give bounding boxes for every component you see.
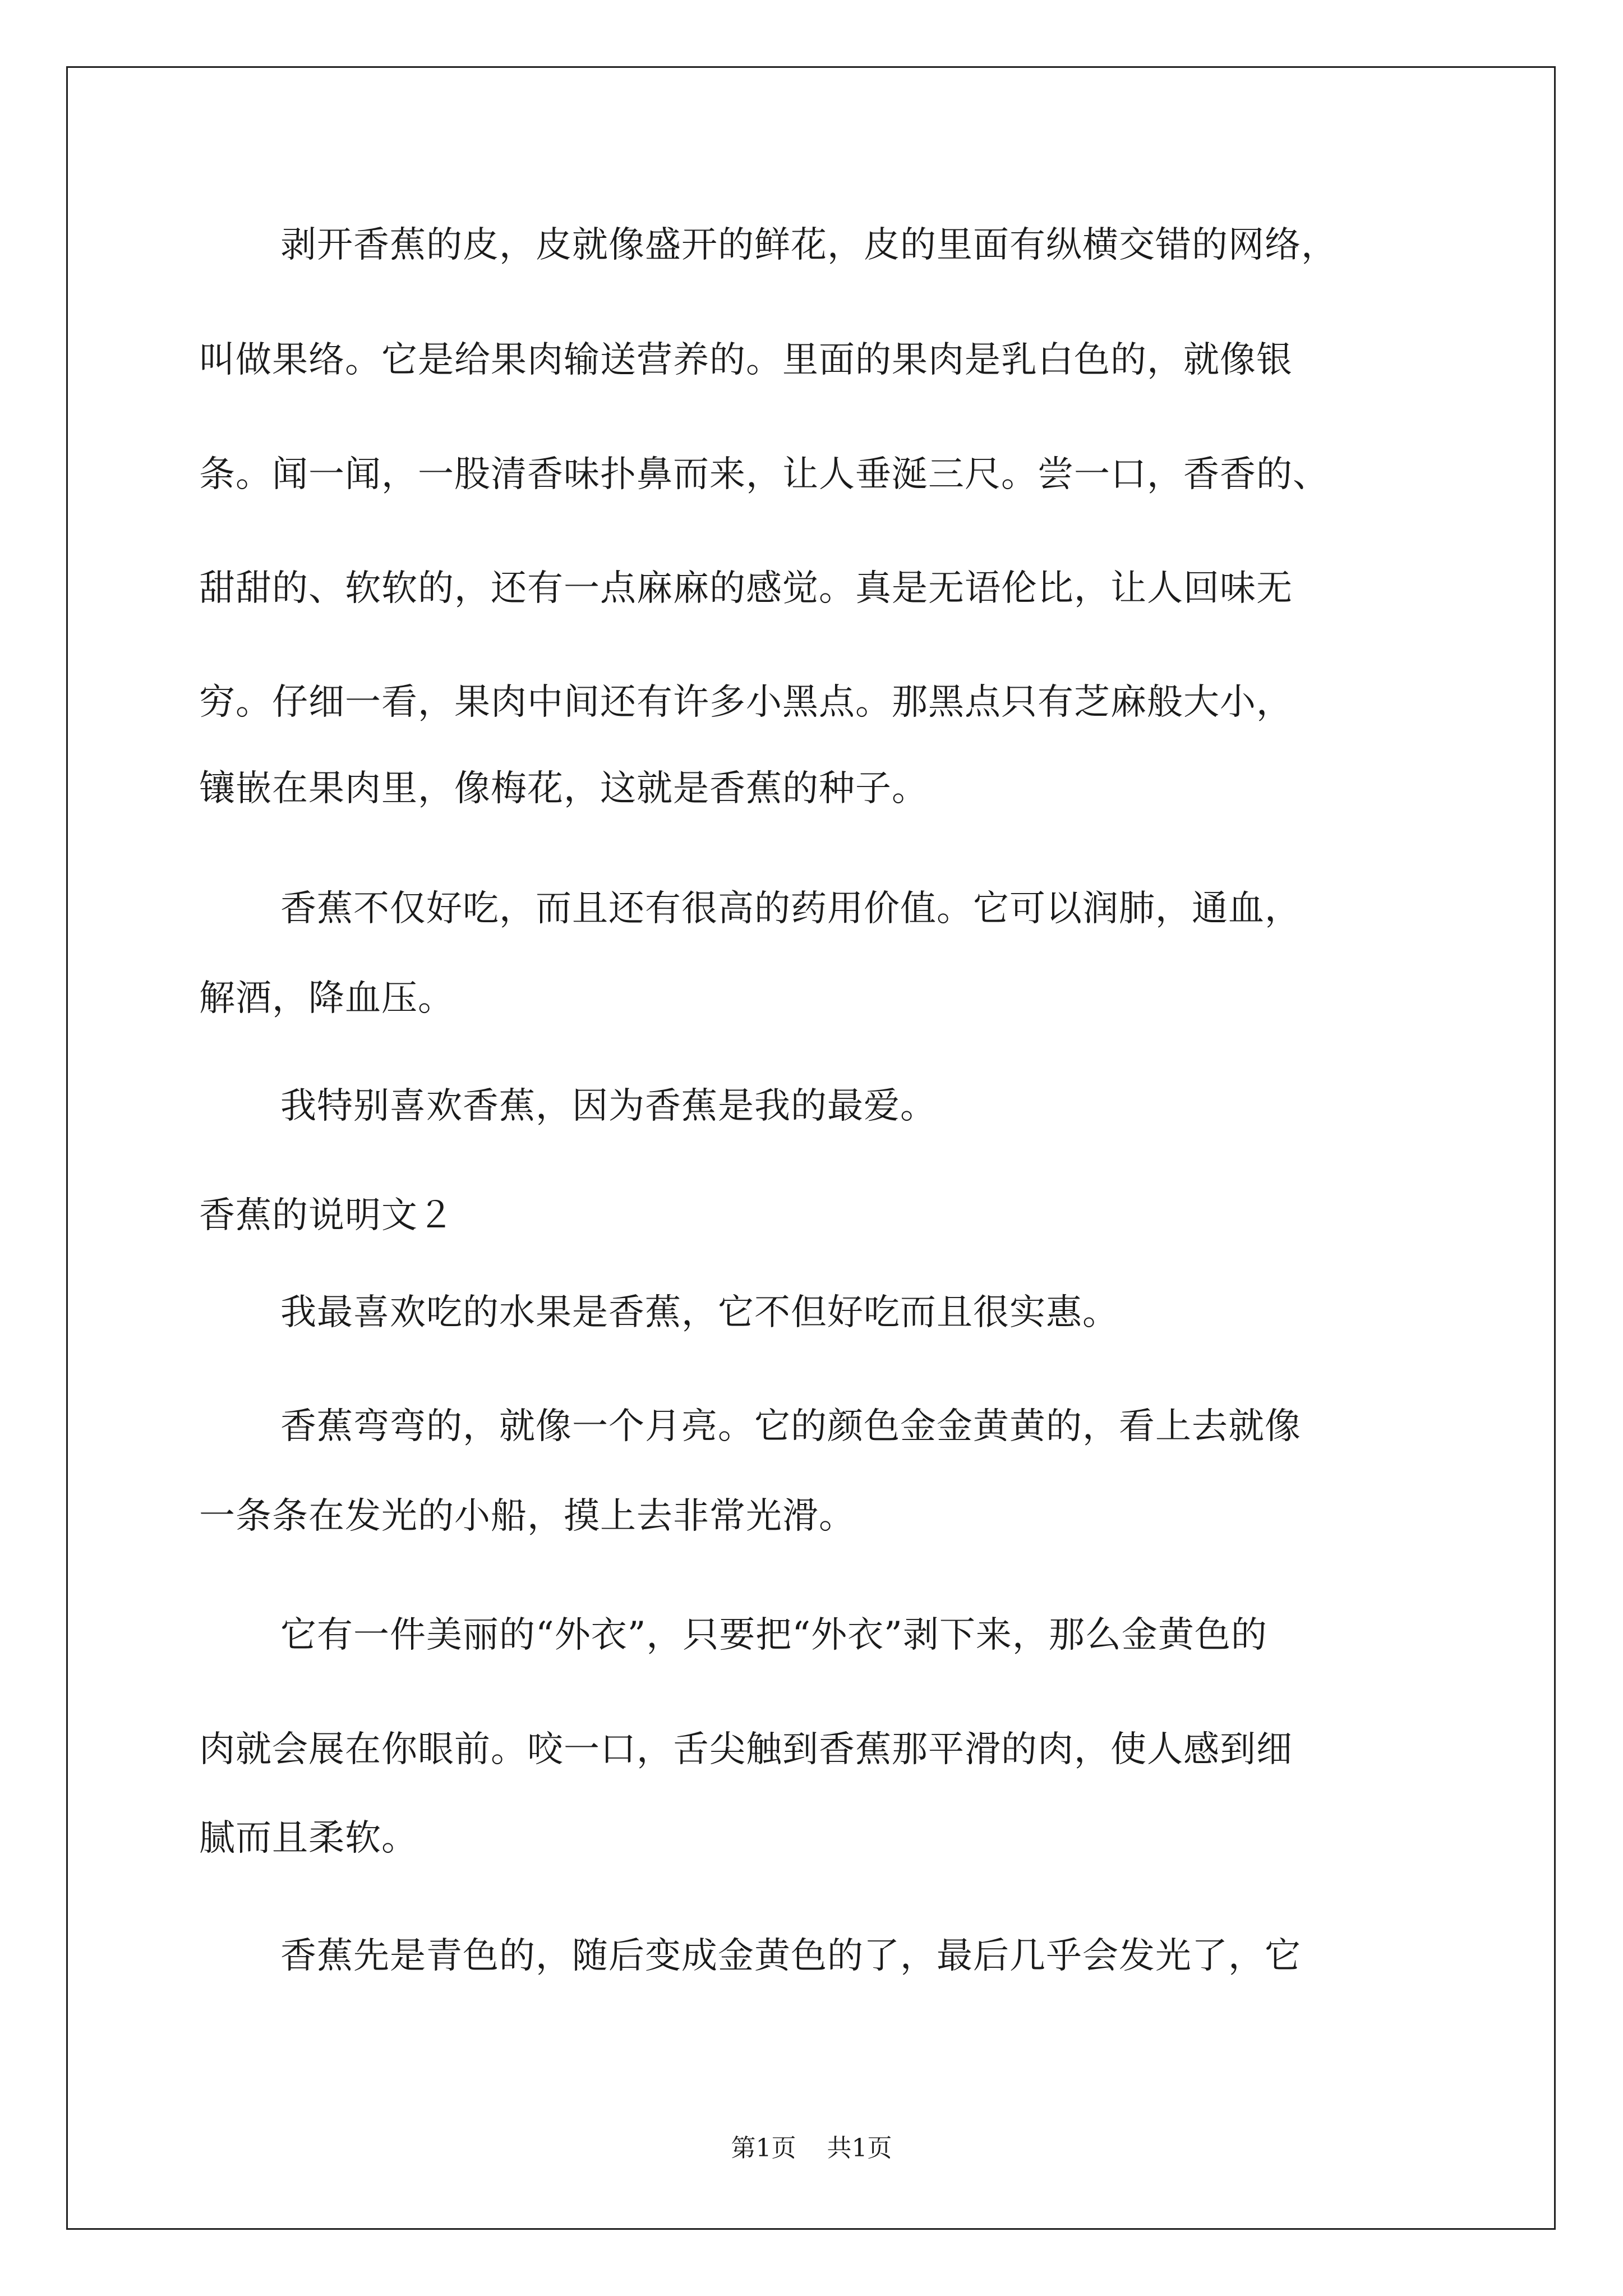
paragraph-line: 我特别喜欢香蕉，因为香蕉是我的最爱。 xyxy=(280,1085,937,1127)
page-border xyxy=(66,66,1556,2230)
section-heading: 香蕉的说明文２ xyxy=(199,1195,454,1236)
paragraph-line: 它有一件美丽的“外衣”，只要把“外衣”剥下来，那么金黄色的 xyxy=(280,1614,1267,1656)
page-footer xyxy=(0,2132,1623,2165)
paragraph-line: 剥开香蕉的皮，皮就像盛开的鲜花，皮的里面有纵横交错的网络， xyxy=(280,224,1338,266)
paragraph-line: 香蕉弯弯的，就像一个月亮。它的颜色金金黄黄的，看上去就像 xyxy=(280,1406,1301,1447)
paragraph-line: 香蕉不仅好吃，而且还有很高的药用价值。它可以润肺，通血， xyxy=(280,888,1301,930)
paragraph-line: 镶嵌在果肉里，像梅花，这就是香蕉的种子。 xyxy=(199,768,928,809)
paragraph-line: 甜甜的、软软的，还有一点麻麻的感觉。真是无语伦比，让人回味无 xyxy=(199,568,1293,609)
paragraph-line: 一条条在发光的小船，摸上去非常光滑。 xyxy=(199,1496,855,1537)
paragraph-line: 条。闻一闻，一股清香味扑鼻而来，让人垂涎三尺。尝一口，香香的、 xyxy=(199,454,1329,495)
paragraph-line: 香蕉先是青色的，随后变成金黄色的了，最后几乎会发光了，它 xyxy=(280,1935,1301,1977)
paragraph-line: 解酒，降血压。 xyxy=(199,978,454,1019)
page-number: 第1页 xyxy=(731,2134,796,2162)
paragraph-line: 肉就会展在你眼前。咬一口，舌尖触到香蕉那平滑的肉，使人感到细 xyxy=(199,1729,1293,1770)
paragraph-line: 我最喜欢吃的水果是香蕉，它不但好吃而且很实惠。 xyxy=(280,1292,1119,1333)
paragraph-line: 叫做果络。它是给果肉输送营养的。里面的果肉是乳白色的，就像银 xyxy=(199,339,1293,381)
page-total: 共1页 xyxy=(827,2134,892,2162)
paragraph-line: 穷。仔细一看，果肉中间还有许多小黑点。那黑点只有芝麻般大小， xyxy=(199,682,1293,723)
paragraph-line: 腻而且柔软。 xyxy=(199,1818,418,1859)
